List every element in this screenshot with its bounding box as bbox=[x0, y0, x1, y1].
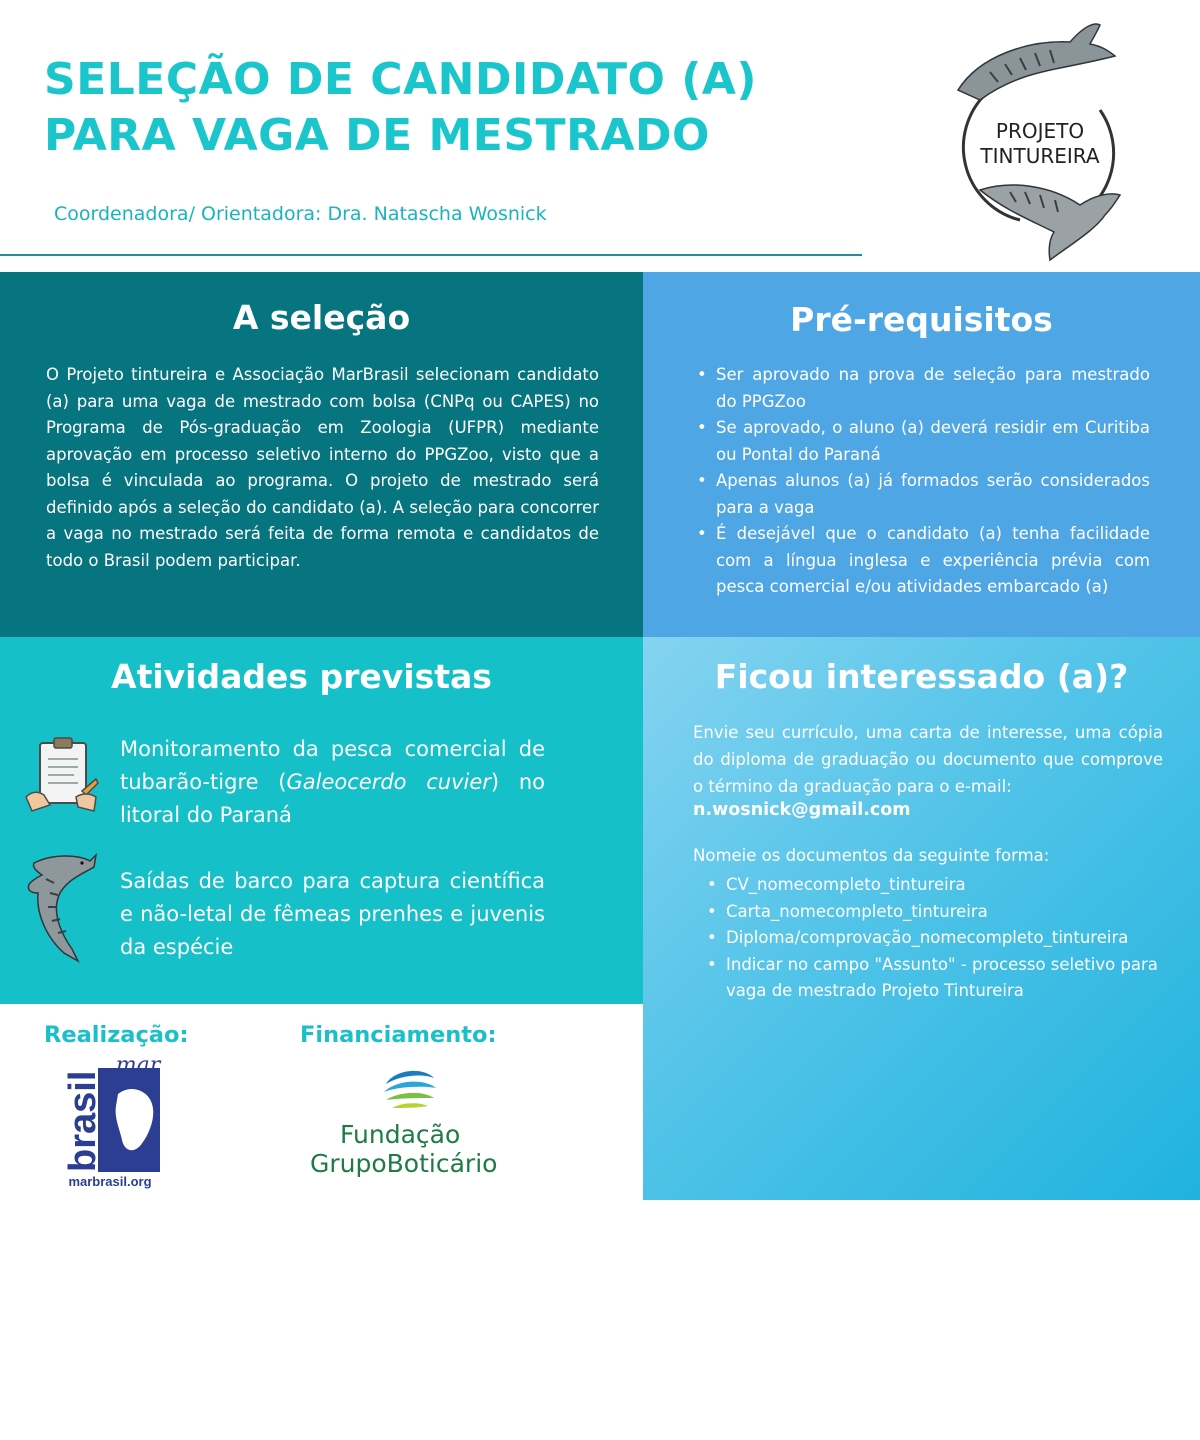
page-title bbox=[44, 52, 864, 164]
logo-text-line-2: TINTUREIRA bbox=[980, 144, 1100, 168]
marbrasil-brasil-text: brasil bbox=[62, 1070, 104, 1172]
coordinator-subtitle: Coordenadora/ Orientadora: Dra. Natascha Wosnick bbox=[54, 203, 547, 225]
list-item: • Se aprovado, o aluno (a) deverá residir em Curitiba ou Pontal do Paraná bbox=[695, 415, 1150, 468]
marbrasil-logo bbox=[62, 1054, 172, 1190]
shark-bottom-icon bbox=[980, 185, 1120, 260]
selecao-text: O Projeto tintureira e Associação MarBrasil selecionam candidato (a) para uma vaga de mestrado com bolsa (CNPq ou CAPES) no Programa de Pós-graduação em Zoologia (UFPR) mediante aprovação em processo seletivo interno do PPGZoo, visto que a bolsa é vinculada ao programa. O projeto de mestrado será definido após a seleção do candidato (a). A seleção para concorrer a vaga no mestrado será feita de forma remota e candidatos de todo o Brasil podem participar. bbox=[46, 365, 599, 570]
selecao-title: A seleção bbox=[232, 298, 411, 337]
interesse-intro: Envie seu currículo, uma carta de interesse, uma cópia do diploma de graduação ou documento que comprove o término da graduação para o e-mail: bbox=[693, 723, 1163, 796]
atividades-title: Atividades previstas bbox=[111, 657, 492, 696]
globe-icon bbox=[380, 1064, 440, 1114]
deadline-line-1: Prazo para envio: 7 de Agosto até às bbox=[729, 1345, 1114, 1366]
list-item: • Carta_nomecompleto_tintureira bbox=[705, 899, 1185, 926]
atividade-monitoramento-text: Monitoramento da pesca comercial de tubarão-tigre (Galeocerdo cuvier) no litoral do Paraná bbox=[120, 737, 546, 827]
list-item: • Indicar no campo "Assunto" - processo seletivo para vaga de mestrado Projeto Tintureira bbox=[705, 952, 1185, 1005]
header-divider bbox=[0, 254, 862, 256]
prerequisitos-panel bbox=[643, 272, 1200, 637]
shark-top-icon bbox=[958, 24, 1115, 100]
prerequisitos-list bbox=[695, 362, 1150, 601]
contact-email: n.wosnick@gmail.com bbox=[693, 800, 911, 820]
fundacao-grupo-boticario-logo bbox=[300, 1064, 520, 1184]
deadline-line-2: 18:00 (horário de Brasília) bbox=[784, 1382, 1059, 1403]
list-item: • Ser aprovado na prova de seleção para mestrado do PPGZoo bbox=[695, 362, 1150, 415]
list-item: • Apenas alunos (a) já formados serão considerados para a vaga bbox=[695, 468, 1150, 521]
grupoboticario-text: GrupoBoticário bbox=[310, 1149, 498, 1178]
sponsors-panel bbox=[0, 1004, 643, 1200]
list-item: • É desejável que o candidato (a) tenha facilidade com a língua inglesa e experiência prévia com pesca comercial e/ou atividades embarcado (a) bbox=[695, 521, 1150, 601]
projeto-tintureira-logo bbox=[950, 20, 1130, 260]
tiger-shark-icon bbox=[24, 853, 100, 963]
interesse-title: Ficou interessado (a)? bbox=[714, 657, 1129, 696]
species-name: Galeocerdo cuvier bbox=[286, 770, 491, 794]
naming-list bbox=[705, 872, 1185, 1005]
fundacao-text: Fundação bbox=[340, 1120, 461, 1149]
atividade-saidas-barco-text: Saídas de barco para captura científica e não-letal de fêmeas prenhes e juvenis da espécie bbox=[120, 869, 545, 959]
logo-text-line-1: PROJETO bbox=[995, 119, 1085, 143]
selecao-panel bbox=[0, 272, 643, 637]
title-line-1: SELEÇÃO DE CANDIDATO (A) bbox=[44, 54, 758, 105]
atividades-panel bbox=[0, 637, 643, 1004]
header bbox=[0, 0, 1200, 272]
clipboard-icon bbox=[24, 735, 100, 825]
result-date: Resultado: 13 de Agosto bbox=[793, 1419, 1050, 1440]
financiamento-label: Financiamento: bbox=[300, 1022, 497, 1048]
marbrasil-url: marbrasil.org bbox=[68, 1174, 152, 1189]
interesse-panel bbox=[643, 637, 1200, 1440]
title-line-2: PARA VAGA DE MESTRADO bbox=[44, 110, 710, 161]
list-item: • Diploma/comprovação_nomecompleto_tintureira bbox=[705, 925, 1185, 952]
prerequisitos-title: Pré-requisitos bbox=[790, 300, 1053, 339]
marbrasil-mar-text: mar bbox=[115, 1053, 161, 1078]
naming-instructions-label: Nomeie os documentos da seguinte forma: bbox=[693, 846, 1050, 865]
list-item: • CV_nomecompleto_tintureira bbox=[705, 872, 1185, 899]
realizacao-label: Realização: bbox=[44, 1022, 189, 1048]
